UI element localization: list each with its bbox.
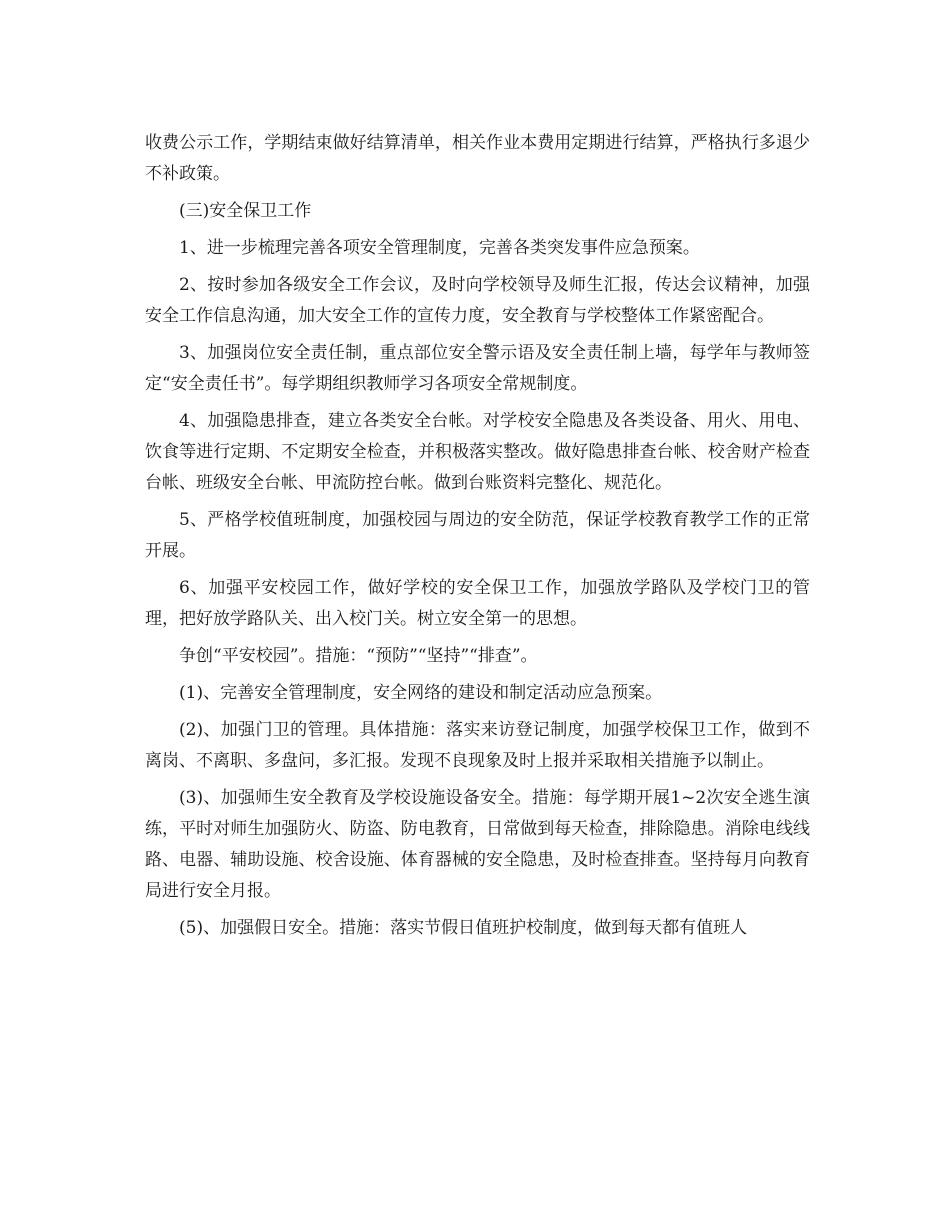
paragraph: 收费公示工作，学期结束做好结算清单，相关作业本费用定期进行结算，严格执行多退少不补政策。 [145,133,810,184]
paragraph: 1、进一步梳理完善各项安全管理制度，完善各类突发事件应急预案。 [179,238,700,258]
paragraph: (5)、加强假日安全。措施：落实节假日值班护校制度，做到每天都有值班人 [179,918,748,938]
paragraph: 2、按时参加各级安全工作会议，及时向学校领导及师生汇报，传达会议精神，加强安全工作信息沟通，加大安全工作的宣传力度，安全教育与学校整体工作紧密配合。 [145,275,810,326]
document-body [145,128,810,950]
paragraph: (1)、完善安全管理制度，安全网络的建设和制定活动应急预案。 [179,683,663,703]
paragraph: (3)、加强师生安全教育及学校设施设备安全。措施：每学期开展1~2次安全逃生演练，平时对师生加强防火、防盗、防电教育，日常做到每天检查，排除隐患。消除电线线路、电器、辅助设施、校舍设施、体育器械的安全隐患，及时检查排查。坚持每月向教育局进行安全月报。 [145,788,810,901]
paragraph: 3、加强岗位安全责任制，重点部位安全警示语及安全责任制上墙，每学年与教师签定“安全责任书”。每学期组织教师学习各项安全常规制度。 [145,343,810,394]
paragraph: (2)、加强门卫的管理。具体措施：落实来访登记制度，加强学校保卫工作，做到不离岗、不离职、多盘问，多汇报。发现不良现象及时上报并采取相关措施予以制止。 [145,720,810,771]
paragraph: 6、加强平安校园工作，做好学校的安全保卫工作，加强放学路队及学校门卫的管理，把好放学路队关、出入校门关。树立安全第一的思想。 [145,578,810,629]
paragraph: 5、严格学校值班制度，加强校园与周边的安全防范，保证学校教育教学工作的正常开展。 [145,510,810,561]
paragraph: 4、加强隐患排查，建立各类安全台帐。对学校安全隐患及各类设备、用火、用电、饮食等进行定期、不定期安全检查，并积极落实整改。做好隐患排查台帐、校舍财产检查台帐、班级安全台帐、甲流防控台帐。做到台账资料完整化、规范化。 [145,411,810,493]
section-heading: (三)安全保卫工作 [179,201,312,221]
paragraph: 争创“平安校园”。措施：“预防”“坚持”“排查”。 [179,646,538,666]
